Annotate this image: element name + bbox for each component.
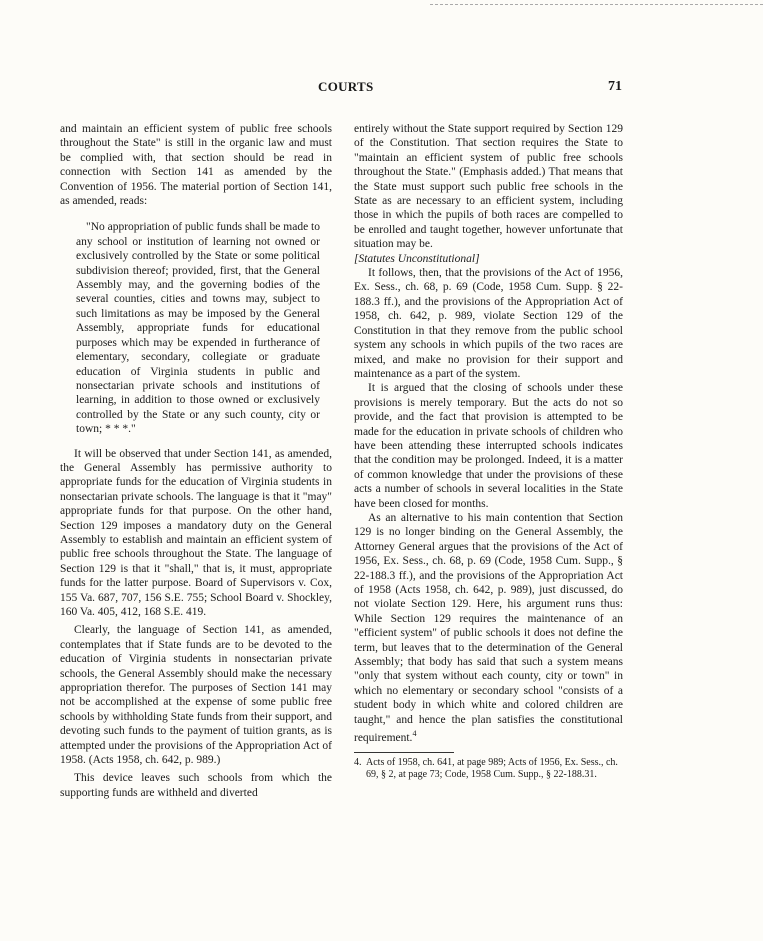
right-paragraph-1: entirely without the State support required by Section 129 of the Constitution. That section requires the State to "maintain an efficient system of public free schools throughout the State." (Emphasis added.) That means that the State must support such public free schools in the State as are necessary to an efficient system, including those in which the pupils of both races are compelled to be enrolled and taught together, however unfortunate that situation may be.: [354, 123, 623, 251]
right-paragraph-4: [354, 511, 623, 745]
right-paragraph-2: It follows, then, that the provisions of the Act of 1956, Ex. Sess., ch. 68, p. 69 (Code, 1958 Cum. Supp. § 22-188.3 ff.), and the provisions of the Appropriation Act of 1958, ch. 642, p. 989, violate Section 129 of the Constitution in that they remove from the public school system any schools in which pupils of the two races are mixed, and make no provision for their support and maintenance as a part of the system.: [354, 267, 623, 380]
top-dashed-rule: [430, 4, 763, 5]
left-paragraph-4: This device leaves such schools from which the supporting funds are withheld and diverted: [60, 772, 332, 799]
block-quote: [76, 220, 320, 436]
right-paragraph-3: It is argued that the closing of schools under these provisions is merely temporary. But the acts do not so provide, and the fact that provision is attempted to be made for the education in private schools of children who have been attending these interrupted schools indicates that the condition may be prolonged. Indeed, it is a matter of common knowledge that under the provisions of these acts a number of schools in several localities in the State have been closed for months.: [354, 382, 623, 510]
running-head: [0, 79, 763, 97]
footnote-text: Acts of 1958, ch. 641, at page 989; Acts of 1956, Ex. Sess., ch. 69, § 2, at page 73; Code, 1958 Cum. Supp., § 22-188.31.: [366, 757, 618, 780]
footnote-number: 4.: [354, 757, 362, 769]
running-title: COURTS: [318, 79, 374, 94]
left-paragraph-1: and maintain an efficient system of public free schools throughout the State" is still in the organic law and must be complied with, that section should be read in connection with Section 141 as amended by the Convention of 1956. The material portion of Section 141, as amended, reads:: [60, 123, 332, 208]
left-paragraph-2: It will be observed that under Section 141, as amended, the General Assembly has permissive authority to appropriate funds for the education of Virginia students in nonsectarian private schools. The language is that it "may" appropriate funds for that purpose. On the other hand, Section 129 imposes a mandatory duty on the General Assembly to establish and maintain an efficient system of public free schools throughout the State. The language of Section 129 is that it "shall," that is, it must, appropriate funds for the latter purpose. Board of Supervisors v. Cox, 155 Va. 687, 707, 156 S.E. 755; School Board v. Shockley, 160 Va. 405, 412, 168 S.E. 419.: [60, 447, 332, 618]
left-paragraph-3: Clearly, the language of Section 141, as amended, contemplates that if State funds are to be devoted to the education of Virginia students in nonsectarian private schools, the General Assembly should make the necessary appropriation therefor. The purposes of Section 141 may not be accomplished at the expense of some public free schools by withholding State funds from their support, and devoting such funds to the payment of tuition grants, as is attempted under the provisions of the Appropriation Act of 1958. (Acts 1958, ch. 642, p. 989.): [60, 624, 332, 767]
right-column: [354, 122, 623, 780]
footnote-rule: [354, 752, 454, 753]
quote-text: "No appropriation of public funds shall be made to any school or institution of learning not owned or exclusively controlled by the State or some political subdivision thereof; provided, first, that the General Assembly may, and the governing bodies of the several counties, cities and towns may, subject to such limitations as may be imposed by the General Assembly, appropriate funds for educational purposes which may be expended in furtherance of elementary, secondary, collegiate or graduate education of Virginia students in public and nonsectarian private schools and institutions of learning, in addition to those owned or exclusively controlled by the State or any such county, city or town; * * *.": [76, 221, 321, 436]
footnote: [354, 757, 623, 780]
right-paragraph-4-text: As an alternative to his main contention that Section 129 is no longer binding on the General Assembly, the Attorney General argues that the provisions of the Act of 1956, Ex. Sess., ch. 68, p. 69 (Code, 1958 Cum. Supp., § 22-188.3 ff.), and the provisions of the Appropriation Act of 1958 (Acts 1958, ch. 642, p. 989), just discussed, do not violate Section 129. Here, his argument runs thus: While Section 129 requires the maintenance of an "efficient system" of public schools it does not define the term, but leaves that to the determination of the General Assembly; that body has said that such a system means "only that system without each county, city or town" in which no elementary or secondary school "consists of a student body in which white and colored children are taught," and hence the plan satisfies the constitutional requirement.: [354, 511, 623, 744]
page-number: 71: [608, 79, 622, 94]
left-column: [60, 122, 332, 800]
footnote-reference: 4: [412, 729, 417, 739]
section-subheading: [Statutes Unconstitutional]: [354, 252, 480, 265]
